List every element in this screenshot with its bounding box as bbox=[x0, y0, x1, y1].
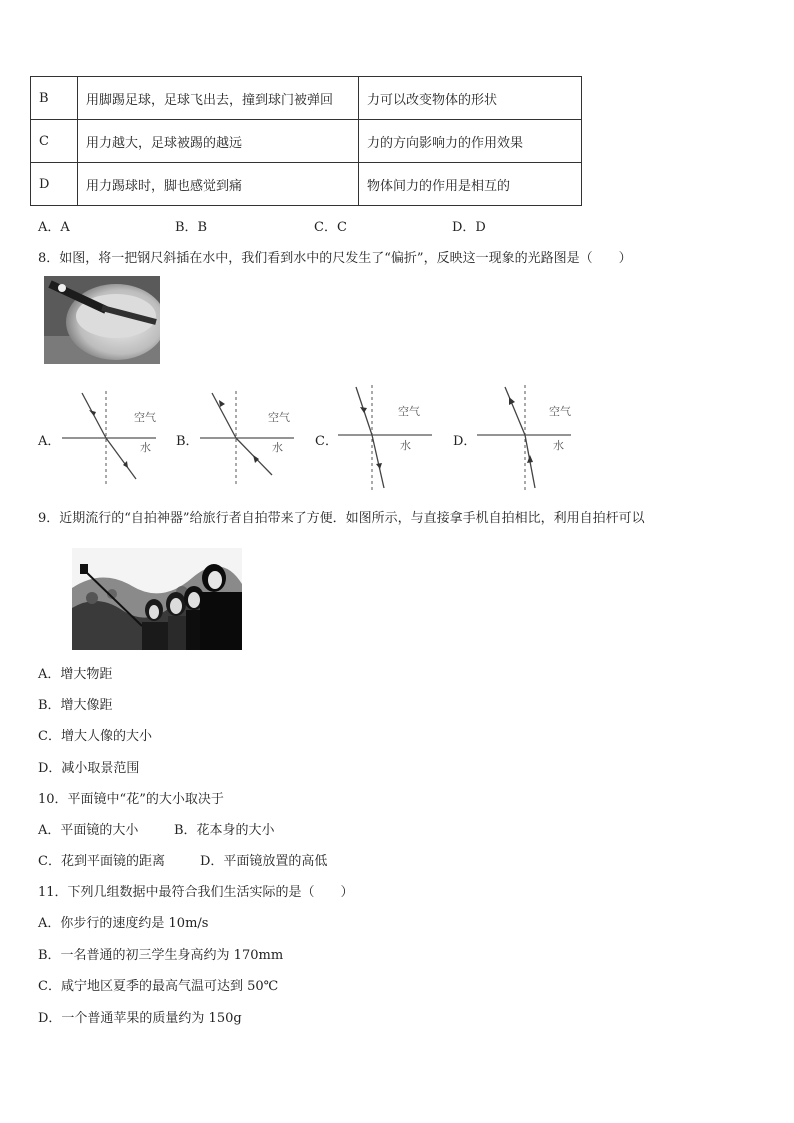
air-label: 空气 bbox=[268, 411, 290, 424]
water-label: 水 bbox=[400, 439, 411, 452]
table-cell-letter: D bbox=[31, 163, 78, 206]
selfie-stick-photo bbox=[72, 548, 242, 650]
q9-stem: 9．近期流行的“自拍神器”给旅行者自拍带来了方便．如图所示，与直接拿手机自拍相比，利用自拍杆可以 bbox=[38, 511, 645, 526]
q10-option-d[interactable]: D．平面镜放置的高低 bbox=[200, 854, 328, 869]
table-cell-explanation: 力的方向影响力的作用效果 bbox=[359, 120, 582, 163]
air-label: 空气 bbox=[549, 405, 571, 418]
q8-option-c[interactable]: C． bbox=[315, 434, 338, 449]
q8-option-a[interactable]: A． bbox=[38, 434, 61, 449]
table-cell-letter: C bbox=[31, 120, 78, 163]
light-path-diagram-b bbox=[198, 385, 298, 485]
q9-option-d[interactable]: D．减小取景范围 bbox=[38, 761, 140, 776]
q11-stem: 11．下列几组数据中最符合我们生活实际的是（ ） bbox=[38, 885, 354, 900]
water-label: 水 bbox=[272, 441, 283, 454]
q7-option-b[interactable]: B．B bbox=[175, 220, 208, 235]
table-cell-phenomenon: 用力越大，足球被踢的越远 bbox=[78, 120, 359, 163]
table-cell-explanation: 物体间力的作用是相互的 bbox=[359, 163, 582, 206]
q11-option-a[interactable]: A．你步行的速度约是 10m/s bbox=[38, 916, 209, 931]
q11-option-c[interactable]: C．咸宁地区夏季的最高气温可达到 50℃ bbox=[38, 979, 279, 994]
table-cell-phenomenon: 用力踢球时，脚也感觉到痛 bbox=[78, 163, 359, 206]
air-label: 空气 bbox=[398, 405, 420, 418]
table-row bbox=[31, 77, 582, 120]
q7-option-d[interactable]: D．D bbox=[452, 220, 486, 235]
light-path-diagram-a bbox=[60, 385, 160, 485]
q11-option-b[interactable]: B．一名普通的初三学生身高约为 170mm bbox=[38, 948, 284, 963]
q8-stem: 8．如图，将一把钢尺斜插在水中，我们看到水中的尺发生了“偏折”，反映这一现象的光路图是（ ） bbox=[38, 251, 632, 266]
q7-table bbox=[30, 76, 582, 206]
q9-option-c[interactable]: C．增大人像的大小 bbox=[38, 729, 152, 744]
q9-option-b[interactable]: B．增大像距 bbox=[38, 698, 113, 713]
q8-option-b[interactable]: B． bbox=[176, 434, 199, 449]
water-label: 水 bbox=[140, 441, 151, 454]
q10-stem: 10．平面镜中“花”的大小取决于 bbox=[38, 792, 224, 807]
q10-option-b[interactable]: B．花本身的大小 bbox=[174, 823, 275, 838]
q9-option-a[interactable]: A．增大物距 bbox=[38, 667, 113, 682]
table-cell-letter: B bbox=[31, 77, 78, 120]
q7-option-a[interactable]: A．A bbox=[38, 220, 70, 235]
light-path-diagram-d bbox=[475, 385, 575, 490]
q8-option-d[interactable]: D． bbox=[453, 434, 477, 449]
table-cell-phenomenon: 用脚踢足球，足球飞出去，撞到球门被弹回 bbox=[78, 77, 359, 120]
table-row bbox=[31, 120, 582, 163]
water-label: 水 bbox=[553, 439, 564, 452]
q10-option-a[interactable]: A．平面镜的大小 bbox=[38, 823, 139, 838]
q11-option-d[interactable]: D．一个普通苹果的质量约为 150g bbox=[38, 1011, 242, 1026]
q10-option-c[interactable]: C．花到平面镜的距离 bbox=[38, 854, 165, 869]
ruler-in-water-photo bbox=[44, 276, 160, 364]
table-row bbox=[31, 163, 582, 206]
air-label: 空气 bbox=[134, 411, 156, 424]
q7-option-c[interactable]: C．C bbox=[314, 220, 347, 235]
light-path-diagram-c bbox=[336, 385, 436, 490]
table-cell-explanation: 力可以改变物体的形状 bbox=[359, 77, 582, 120]
